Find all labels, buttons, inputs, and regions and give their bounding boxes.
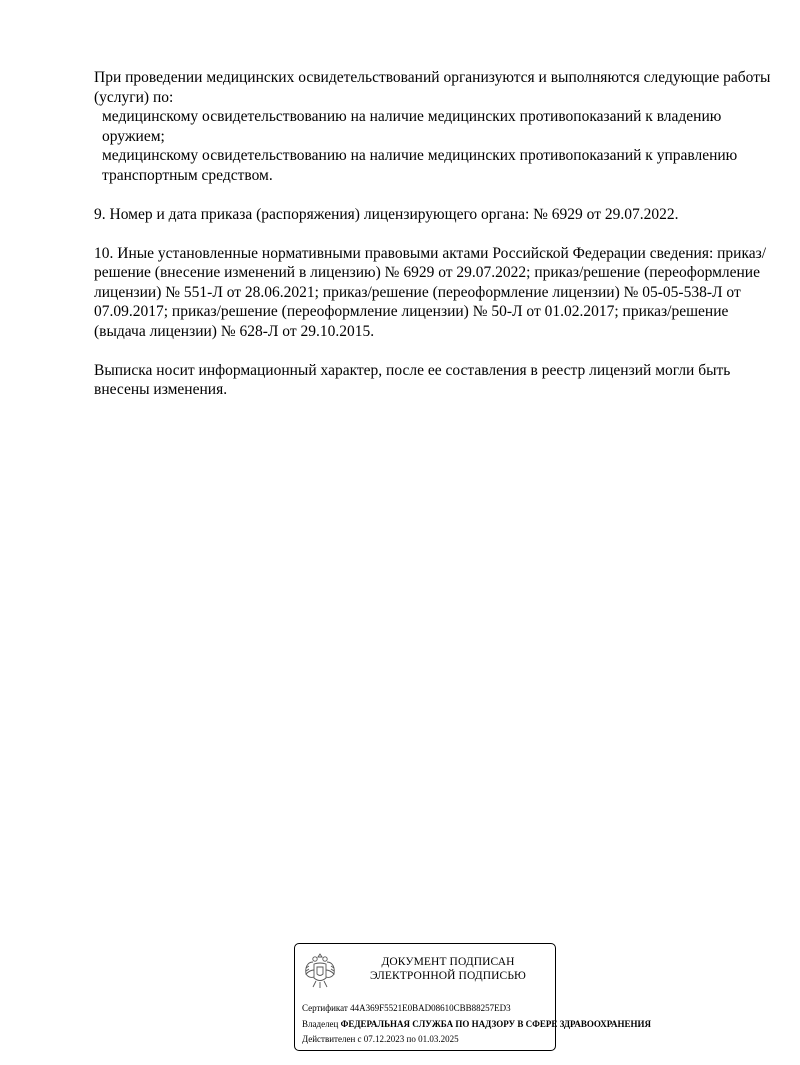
spacer <box>94 224 774 244</box>
paragraph-disclaimer: Выписка носит информационный характер, после ее составления в реестр лицензий могли быть внесены изменения. <box>94 361 731 398</box>
validity-line: Действителен с 07.12.2023 по 01.03.2025 <box>302 1034 459 1044</box>
paragraph-services-intro: При проведении медицинских освидетельствований организуются и выполняются следующие работы (услуги) по: <box>94 69 771 106</box>
owner-label: Владелец <box>302 1019 339 1029</box>
spacer <box>94 185 774 205</box>
certificate-value: 44A369F5521E0BAD08610CBB88257ED3 <box>350 1003 511 1013</box>
paragraph-order-number: 9. Номер и дата приказа (распоряжения) лицензирующего органа: № 6929 от 29.07.2022. <box>94 205 679 223</box>
certificate-label: Сертификат <box>302 1003 348 1013</box>
stamp-title-line2: ЭЛЕКТРОННОЙ ПОДПИСЬЮ <box>370 970 526 982</box>
spacer <box>94 341 774 361</box>
owner-line <box>302 1019 651 1030</box>
stamp-title-line1: ДОКУМЕНТ ПОДПИСАН <box>381 956 515 968</box>
stamp-title <box>343 955 553 983</box>
owner-value: ФЕДЕРАЛЬНАЯ СЛУЖБА ПО НАДЗОРУ В СФЕРЕ ЗДРАВООХРАНЕНИЯ <box>340 1019 652 1029</box>
paragraph-other-info: 10. Иные установленные нормативными правовыми актами Российской Федерации сведения: приказ/решение (внесение изменений в лицензию) № 6929 от 29.07.2022; приказ/решение (переоформление лицензии) № 551-Л от 28.06.2021; приказ/решение (переоформление лицензии) № 05-05-538-Л от 07.09.2017; приказ/решение (переоформление лицензии) № 50-Л от 01.02.2017; приказ/решение (выдача лицензии) № 628-Л от 29.10.2015. <box>94 244 767 340</box>
electronic-signature-stamp <box>294 943 652 1051</box>
service-item-vehicles: медицинскому освидетельствованию на наличие медицинских противопоказаний к управлению транспортным средством. <box>102 147 738 184</box>
service-item-weapons: медицинскому освидетельствованию на наличие медицинских противопоказаний к владению оружием; <box>102 108 722 145</box>
document-body <box>94 68 774 400</box>
coat-of-arms-icon <box>303 950 337 990</box>
certificate-line <box>302 1003 511 1014</box>
